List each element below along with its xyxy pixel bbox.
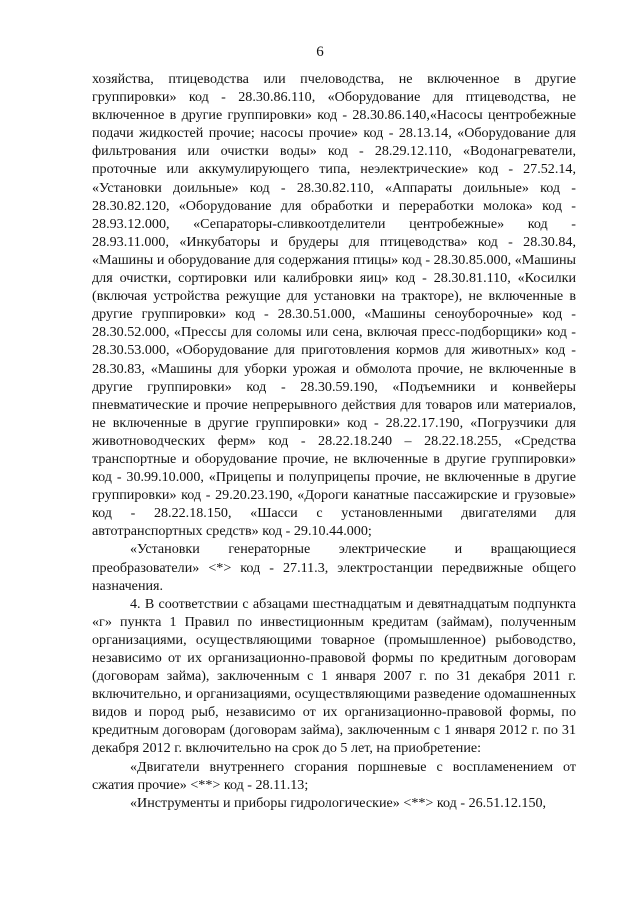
page-number: 6 bbox=[316, 44, 324, 60]
paragraph-equipment-list: хозяйства, птицеводства или пчеловодства, не включенное в другие группировки» код - 28.30.86.110, «Оборудование для птицеводства, не включенное в другие группировки» код - 28.30.86.140,«Насосы центробежные подачи жидкостей прочие; насосы прочие» код - 28.13.14, «Оборудование для фильтрования или очистки воды» код - 28.29.12.110, «Водонагреватели, проточные или аккумулирующего типа, неэлектрические» код - 27.52.14, «Установки доильные» код - 28.30.82.110, «Аппараты доильные» код - 28.30.82.120, «Оборудование для обработки и переработки молока» код - 28.93.12.000, «Сепараторы-сливкоотделители центробежные» код - 28.93.11.000, «Инкубаторы и брудеры для птицеводства» код - 28.30.84, «Машины и оборудование для содержания птицы» код - 28.30.85.000, «Машины для очистки, сортировки или калибровки яиц» код - 28.30.81.110, «Косилки (включая устройства режущие для установки на тракторе), не включенные в другие группировки» код - 28.30.51.000, «Машины сеноуборочные» код - 28.30.52.000, «Прессы для соломы или сена, включая пресс-подборщики» код - 28.30.53.000, «Оборудование для приготовления кормов для животных» код - 28.30.83, «Машины для уборки урожая и обмолота прочие, не включенные в другие группировки» код - 28.30.59.190, «Подъемники и конвейеры пневматические и прочие непрерывного действия для товаров или материалов, не включенные в другие группировки» код - 28.22.17.190, «Погрузчики для животноводческих ферм» код - 28.22.18.240 – 28.22.18.255, «Средства транспортные и оборудование прочие, не включенные в другие группировки» код - 30.99.10.000, «Прицепы и полуприцепы прочие, не включенные в другие группировки» код - 29.20.23.190, «Дороги канатные пассажирские и грузовые» код - 28.22.18.150, «Шасси с установленными двигателями для автотранспортных средств» код - 29.10.44.000; bbox=[92, 71, 576, 540]
paragraph-instruments: «Инструменты и приборы гидрологические» <**> код - 26.51.12.150, bbox=[130, 794, 547, 811]
document-body bbox=[92, 70, 576, 812]
paragraph-generators: «Установки генераторные электрические и вращающиеся преобразователи» <*> код - 27.11.3, электростанции передвижные общего назначения. bbox=[92, 541, 576, 594]
paragraph-engines: «Двигатели внутреннего сгорания поршневые с воспламенением от сжатия прочие» <**> код - 28.11.13; bbox=[92, 758, 576, 793]
paragraph-section-4: 4. В соответствии с абзацами шестнадцатым и девятнадцатым подпункта «г» пункта 1 Правил по инвестиционным кредитам (займам), полученным организациями, осуществляющими товарное (промышленное) рыбоводство, независимо от их организационно-правовой формы по кредитным договорам (договорам займа), заключенным с 1 января 2007 г. по 31 декабря 2011 г. включительно, и организациями, осуществляющими разведение одомашненных видов и пород рыб, независимо от их организационно-правовой формы, по кредитным договорам (договорам займа), заключенным с 1 января 2012 г. по 31 декабря 2012 г. включительно на срок до 5 лет, на приобретение: bbox=[92, 595, 576, 757]
